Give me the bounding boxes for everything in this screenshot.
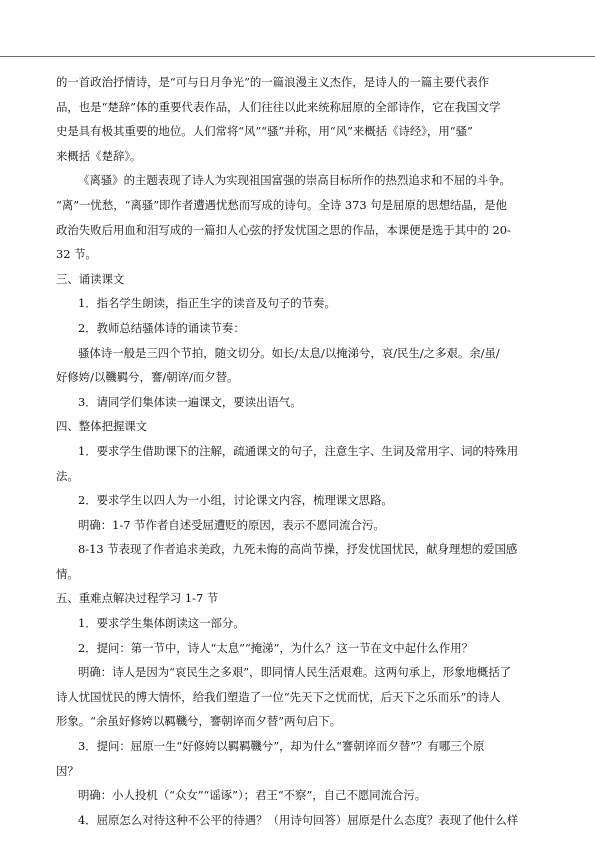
- text-line: 的一首政治抒情诗，是“可与日月争光”的一篇浪漫主义杰作，是诗人的一篇主要代表作: [56, 75, 490, 89]
- text-line: 法。: [56, 468, 79, 483]
- text-line: 品，也是“楚辞”体的重要代表作品，人们往往以此来统称屈原的全部诗作，它在我国文学: [56, 99, 501, 114]
- text-line: 《离骚》的主题表现了诗人为实现祖国富强的崇高目标所作的热烈追求和不屈的斗争。: [78, 173, 511, 188]
- text-line: 1．指名学生朗读，指正生字的读音及句子的节奏。: [78, 296, 336, 311]
- text-line: 3．提问：屈原一生“好修姱以羁羁鞿兮”，却为什么“謇朝谇而夕替”？有哪三个原: [78, 739, 485, 754]
- text-line: 四、整体把握课文: [56, 419, 148, 434]
- header-rule: [0, 56, 595, 57]
- text-line: 明确：1-7 节作者自述受屈遭贬的原因，表示不愿同流合污。: [78, 517, 385, 532]
- text-line: 2．教师总结骚体诗的诵读节奏：: [78, 320, 245, 335]
- text-line: 2．提问：第一节中，诗人“太息”“掩涕”，为什么？这一节在文中起什么作用？: [78, 640, 474, 655]
- text-line: 骚体诗一般是三四个节拍，随文切分。如长/太息/以掩涕兮，哀/民生/之多艰。余/虽/: [78, 345, 500, 360]
- text-line: 2．要求学生以四人为一小组，讨论课文内容，梳理课文思路。: [78, 493, 393, 508]
- text-line: 1．要求学生集体朗读这一部分。: [78, 616, 245, 631]
- text-line: “离”一忧愁，“离骚”即作者遭遇忧愁而写成的诗句。全诗 373 句是屈原的思想结晶，是他: [56, 197, 507, 212]
- document-body: [56, 70, 538, 832]
- text-line: 3．请同学们集体读一遍课文，要读出语气。: [78, 394, 302, 409]
- text-line: 因？: [56, 763, 79, 778]
- text-line: 8-13 节表现了作者追求美政，九死未悔的高尚节操，抒发忧国忧民，献身理想的爱国感: [78, 542, 518, 557]
- text-line: 好修姱/以鞿羁兮，謇/朝谇/而夕替。: [56, 370, 239, 385]
- text-line: 史是具有极其重要的地位。人们常将“风”“骚”并称，用“风”来概括《诗经》，用“骚”: [56, 124, 473, 139]
- text-line: 32 节。: [56, 247, 97, 262]
- text-line: 来概括《楚辞》。: [56, 148, 142, 163]
- text-line: 五、重难点解决过程学习 1-7 节: [56, 591, 219, 606]
- text-line: 情。: [56, 566, 79, 581]
- text-line: 三、诵读课文: [56, 271, 125, 286]
- text-line: 4．屈原怎么对待这种不公平的待遇？（用诗句回答）屈原是什么态度？表现了他什么样: [78, 812, 519, 827]
- text-line: 1．要求学生借助课下的注解，疏通课文的句子，注意生字、生词及常用字、词的特殊用: [78, 443, 519, 458]
- text-line: 形象。“余虽好修姱以羁鞿兮，謇朝谇而夕替”两句启下。: [56, 714, 342, 729]
- text-line: 诗人忧国忧民的博大情怀，给我们塑造了一位“先天下之忧而忧，后天下之乐而乐”的诗人: [56, 689, 501, 704]
- text-line: 明确：诗人是因为“哀民生之多艰”，即同情人民生活艰难。这两句承上，形象地概括了: [78, 665, 512, 680]
- text-line: 政治失败后用血和泪写成的一篇扣人心弦的抒发忧国之思的作品，本课便是选于其中的 20-: [56, 222, 511, 237]
- text-line: 明确：小人投机（“众女”“谣诼”）；君王“不察”，自己不愿同流合污。: [78, 788, 427, 803]
